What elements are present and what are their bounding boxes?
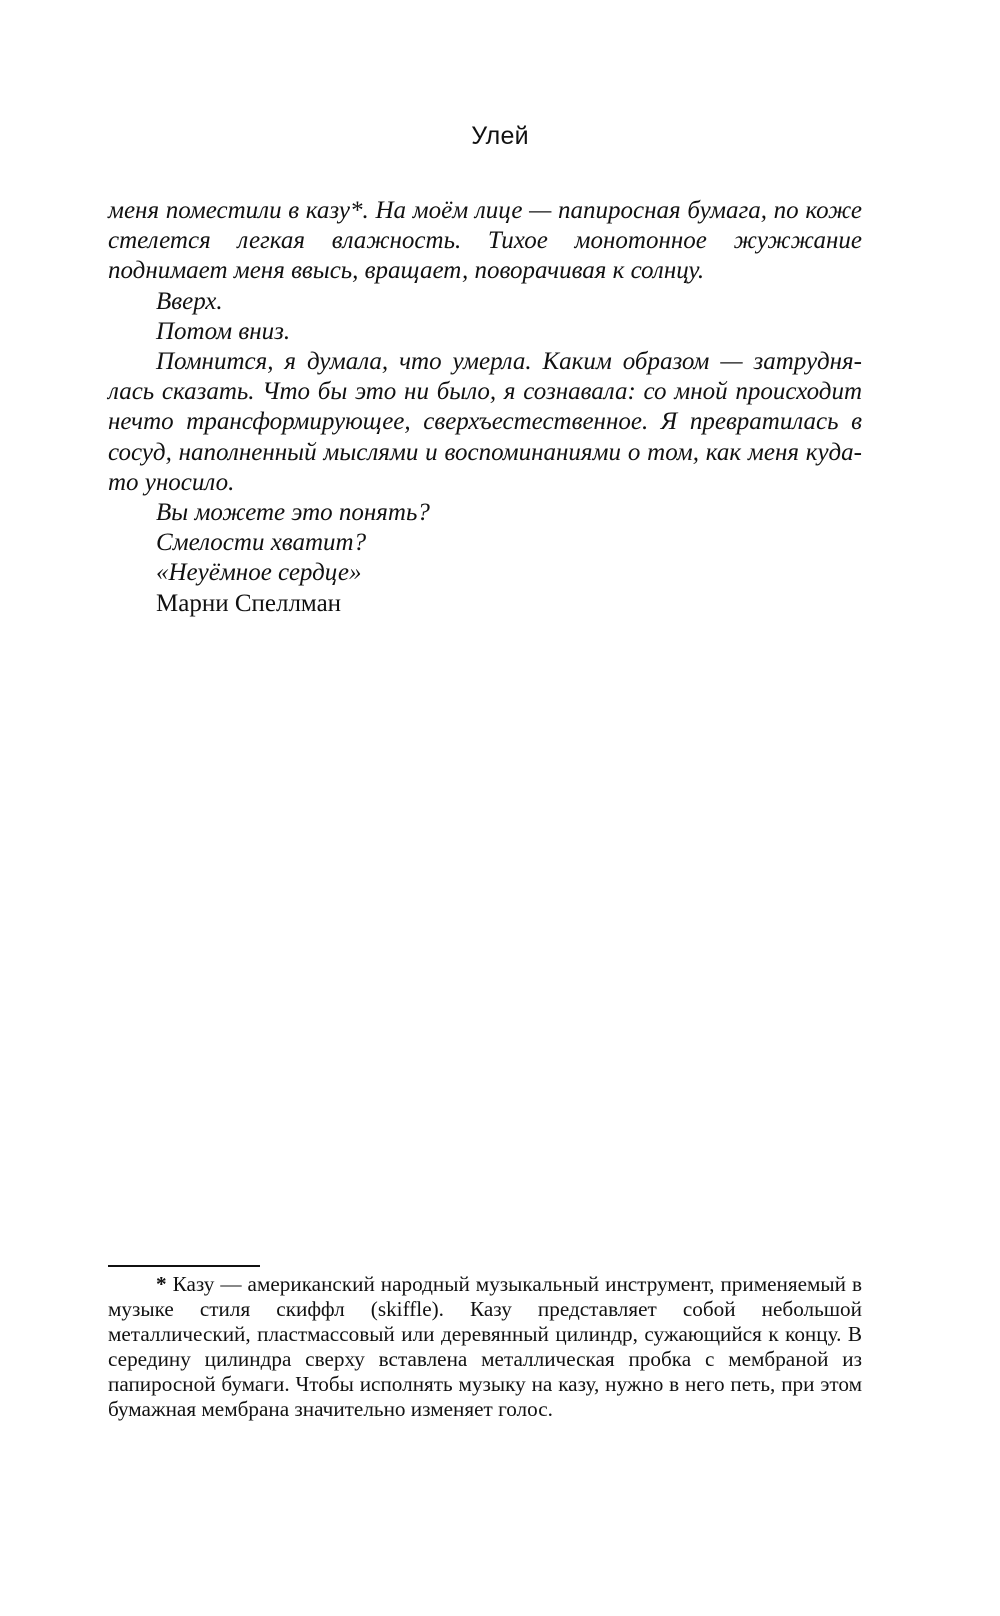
question-understand: Вы можете это понять? [156,499,430,527]
footnote-marker: * [156,1272,167,1296]
main-text [108,196,862,619]
line-up: Вверх. [156,287,223,315]
epigraph-author: Марни Спеллман [156,589,342,617]
footnote [108,1272,862,1422]
footnote-divider [108,1265,260,1267]
question-courage: Смелости хватит? [156,529,367,557]
line-down: Потом вниз. [156,317,291,345]
paragraph-continuation: меня поместили в казу*. На моём лице — папиросная бумага, по коже стелется легкая влажность. Тихое монотонное жужжание поднимает меня ввысь, вращает, поворачивая к солнцу. [108,197,862,285]
footnote-text: Казу — американский народный музыкальный инструмент, применяемый в музыке стиля скиффл (skiffle). Казу представляет собой небольшой металлический, пластмассовый или деревянный цилиндр, сужающийся к концу. В середину цилиндра сверху вставлена металлическая пробка с мембраной из папиросной бумаги. Чтобы исполнять музыку на казу, нужно в него петь, при этом бумажная мембрана значительно изменяет голос. [108,1272,862,1421]
paragraph-memory: Помнится, я думала, что умерла. Каким образом — затруднялась сказать. Что бы это ни было, я сознавала: со мной происходит нечто трансформирующее, сверхъестественное. Я превратилась в сосуд, наполненный мыслями и воспоминаниями о том, как меня куда-то уносило. [108,348,862,496]
running-head: Улей [471,122,529,150]
epigraph-source-title: «Неуёмное сердце» [156,559,362,587]
